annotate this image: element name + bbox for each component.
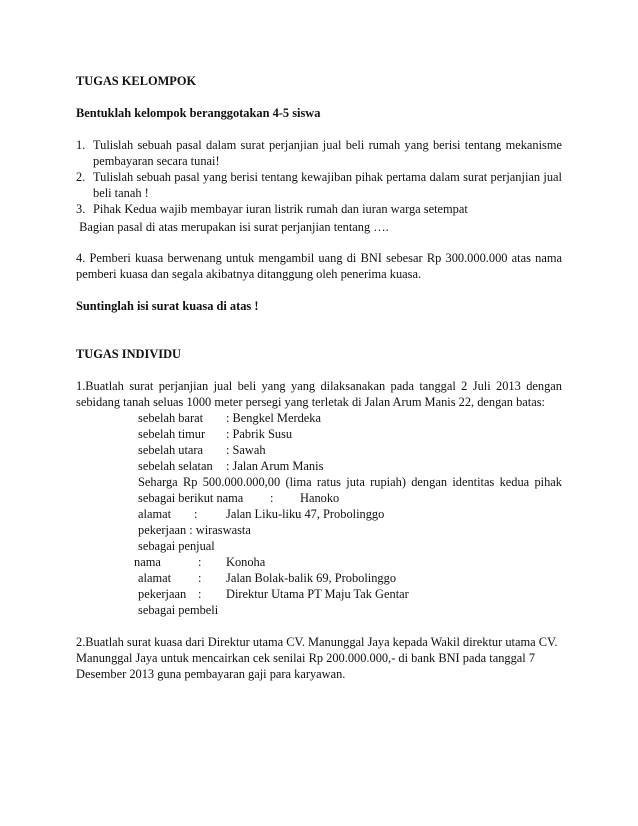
seller-job: pekerjaan : wiraswasta [138,523,251,537]
seller-address-label: alamat [138,507,172,521]
border-row-west [138,410,203,426]
item-4-paragraph: 4. Pemberi kuasa berwenang untuk mengambil uang di BNI sebesar Rp 300.000.000 atas nama pemberi kuasa dan segala akibatnya ditanggung oleh penerima kuasa. [76,251,562,281]
list-item [76,137,562,169]
seller-name-colon: : [270,491,274,505]
buyer-name-label: nama [134,555,161,569]
border-value: : Sawah [226,443,266,457]
border-value: : Jalan Arum Manis [226,459,324,473]
border-label: sebelah timur [138,427,206,441]
seller-name: Hanoko [300,491,340,505]
group-instruction: Bentuklah kelompok beranggotakan 4-5 siswa [76,106,321,120]
task-2-paragraph: 2.Buatlah surat kuasa dari Direktur utama CV. Manunggal Jaya kepada Wakil direktur utama CV. Manunggal Jaya untuk mencairkan cek senilai Rp 200.000.000,- di bank BNI pada tanggal 7 Desember 2013 guna pembayaran gaji para karyawan. [76,635,558,681]
list-item-text: Tulislah sebuah pasal yang berisi tentang kewajiban pihak pertama dalam surat perjanjian jual beli tanah ! [93,170,562,200]
border-value: : Pabrik Susu [226,427,293,441]
border-label: sebelah utara [138,443,204,457]
buyer-address: Jalan Bolak-balik 69, Probolinggo [226,571,397,585]
edit-instruction: Suntinglah isi surat kuasa di atas ! [76,299,259,313]
list-item-text: Pihak Kedua wajib membayar iuran listrik rumah dan iuran warga setempat [93,202,468,216]
seller-address: Jalan Liku-liku 47, Probolinggo [226,507,385,521]
question-line: Bagian pasal di atas merupakan isi surat perjanjian tentang …. [76,220,389,234]
seller-address-colon: : [194,507,198,521]
buyer-name-colon: : [198,555,202,569]
border-row-south [138,458,213,474]
buyer-job: Direktur Utama PT Maju Tak Gentar [226,587,409,601]
border-value: : Bengkel Merdeka [226,411,321,425]
buyer-job-colon: : [198,587,202,601]
list-item [76,169,562,201]
list-item-number: 1. [76,138,86,152]
list-item-text: Tulislah sebuah pasal dalam surat perjanjian jual beli rumah yang berisi tentang mekanisme pembayaran secara tunai! [93,138,562,168]
seller-role: sebagai penjual [138,539,215,553]
price-line: Seharga Rp 500.000.000,00 (lima ratus juta rupiah) dengan identitas kedua pihak [138,475,562,489]
border-row-north [138,442,203,458]
individual-task-title: TUGAS INDIVIDU [76,347,181,361]
list-item-number: 3. [76,202,86,216]
list-item-number: 2. [76,170,86,184]
seller-intro: sebagai berikut nama [138,491,244,505]
buyer-role: sebagai pembeli [138,603,219,617]
buyer-address-colon: : [198,571,202,585]
border-label: sebelah barat [138,411,204,425]
buyer-address-label: alamat [138,571,172,585]
list-item [76,201,562,217]
buyer-name: Konoha [226,555,266,569]
group-task-title: TUGAS KELOMPOK [76,74,197,88]
border-label: sebelah selatan [138,459,213,473]
buyer-job-label: pekerjaan [138,587,187,601]
group-task-list [76,137,562,217]
task-1-intro: 1.Buatlah surat perjanjian jual beli yang yang dilaksanakan pada tanggal 2 Juli 2013 dengan sebidang tanah seluas 1000 meter persegi yang terletak di Jalan Arum Manis 22, dengan batas: [76,379,562,409]
border-row-east [138,426,205,442]
